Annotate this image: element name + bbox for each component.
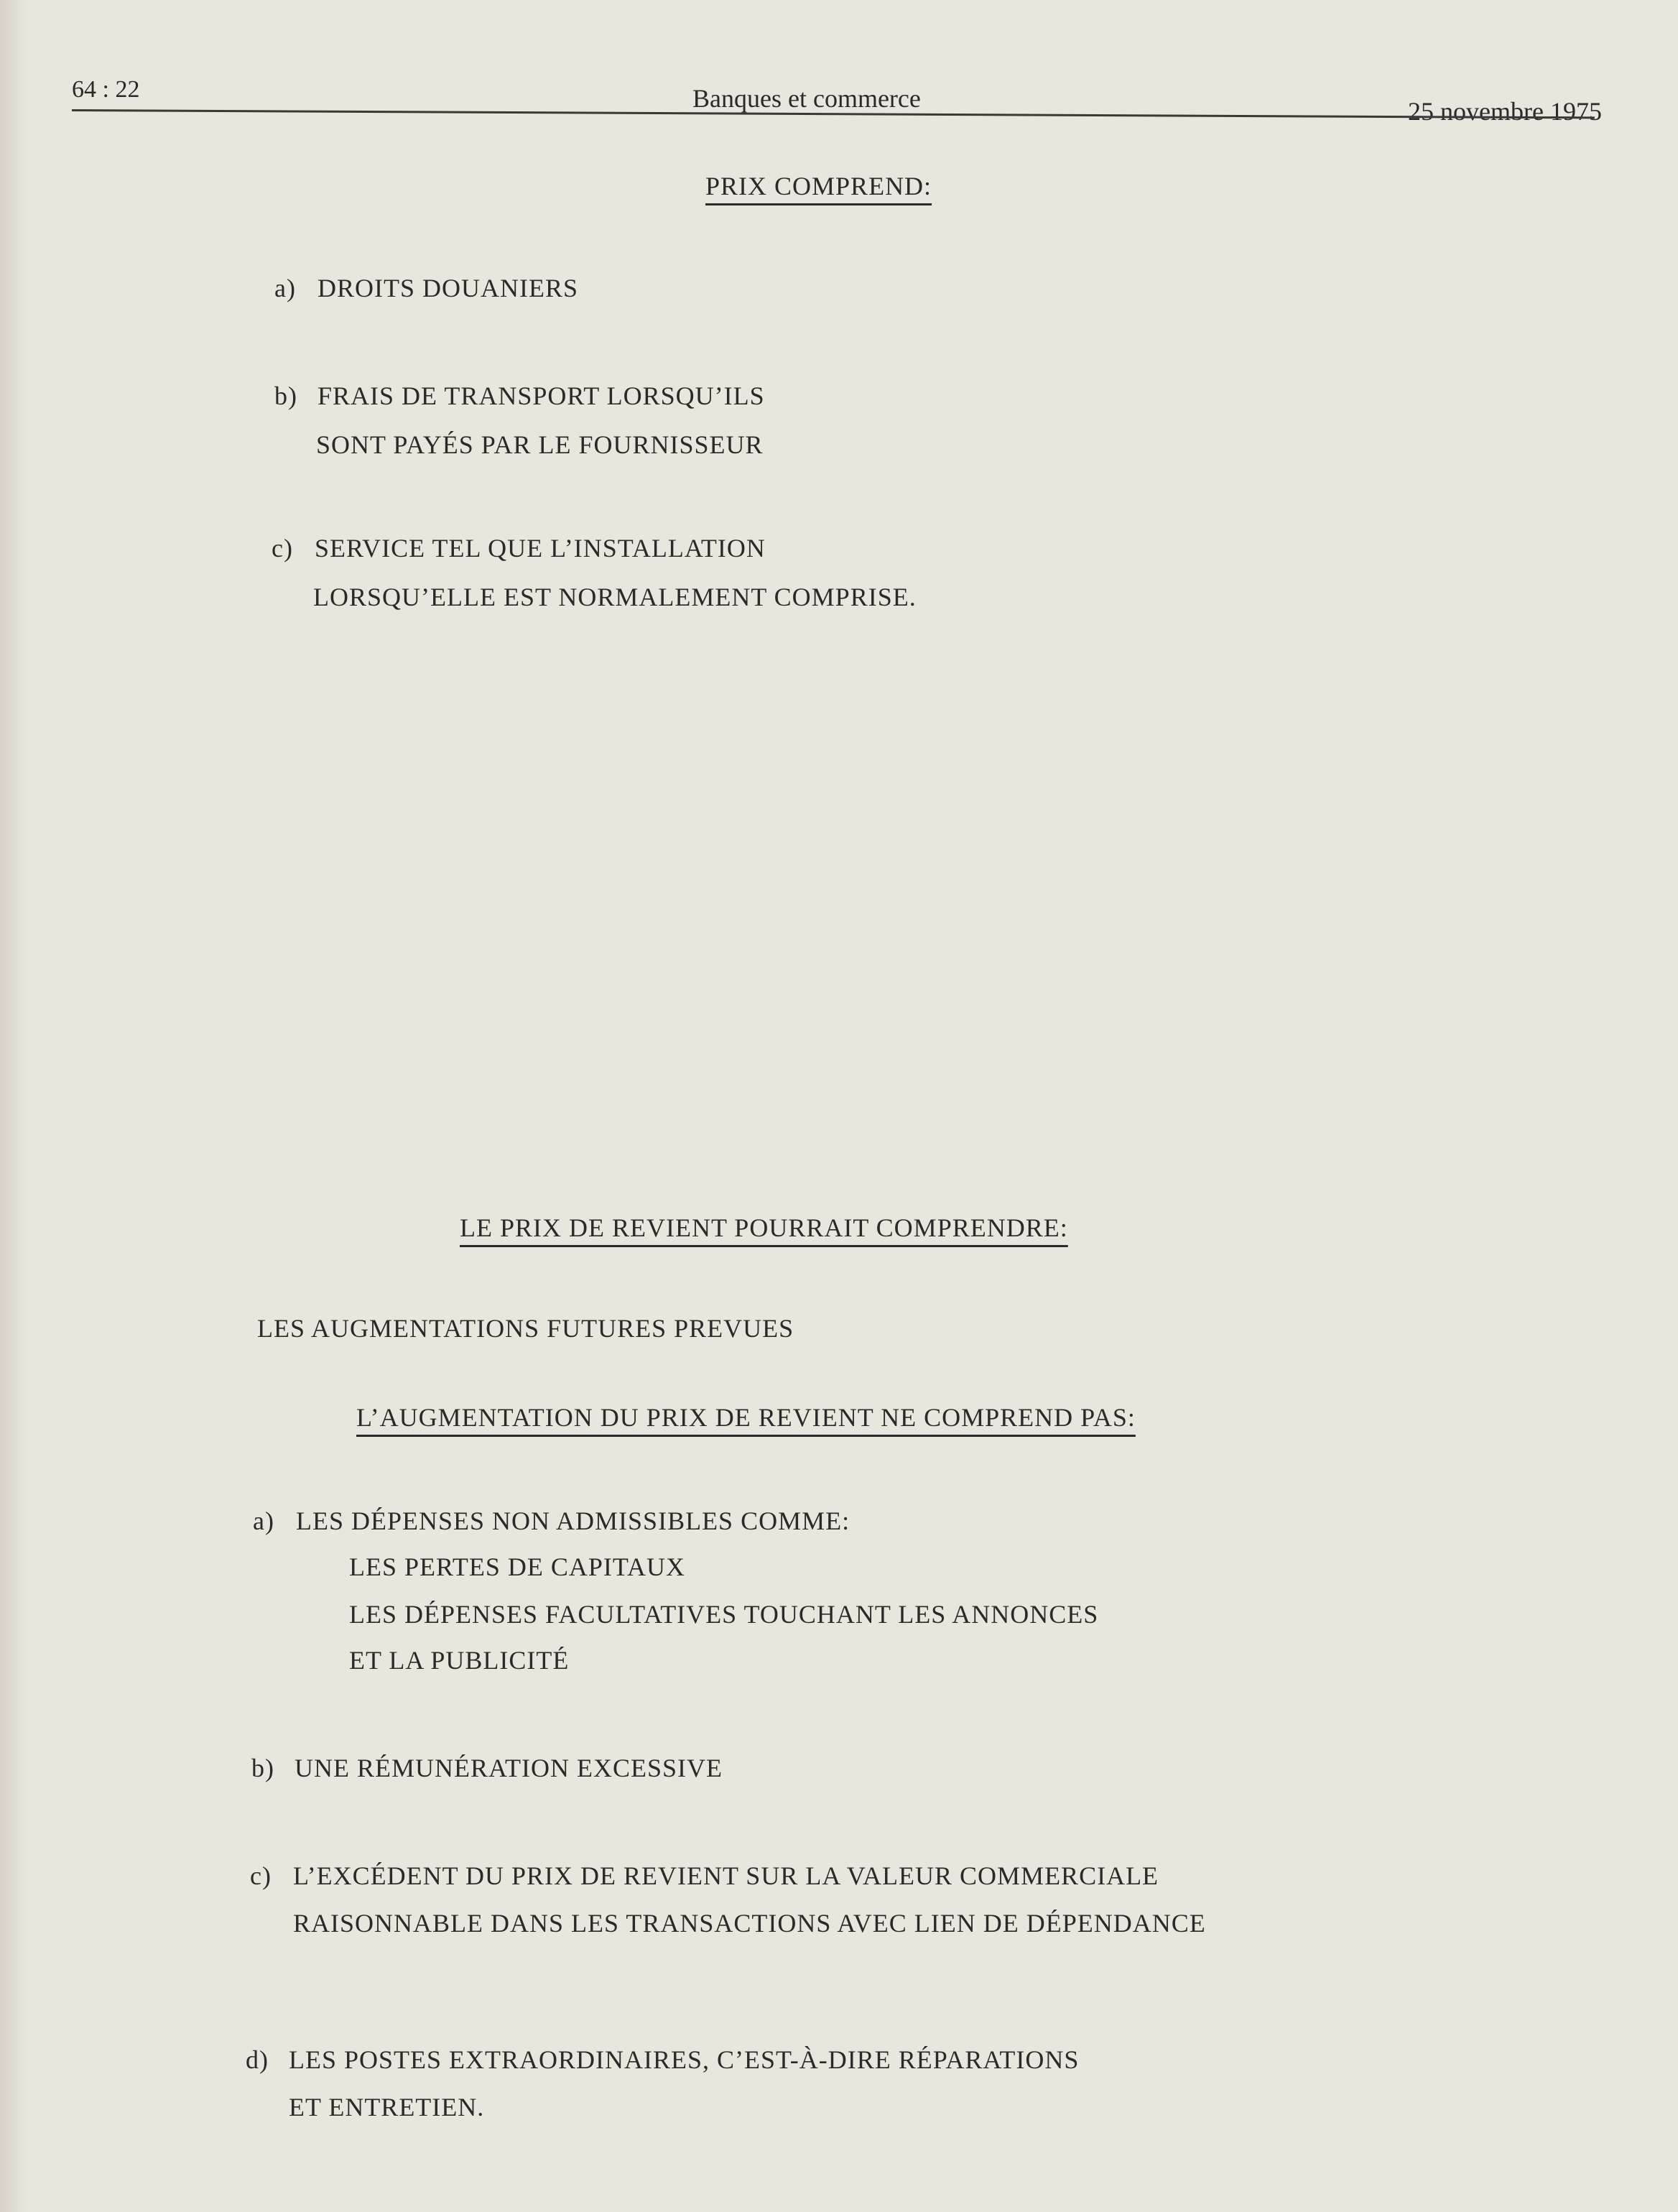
list-item-a	[274, 273, 578, 303]
item-text-continued: SONT PAYÉS PAR LE FOURNISSEUR	[316, 430, 764, 459]
list-item-c	[272, 533, 766, 563]
item-label: a)	[253, 1507, 274, 1535]
list-item-b	[274, 381, 765, 411]
list-item-d	[246, 2045, 1079, 2075]
item-label: c)	[250, 1861, 272, 1890]
item-label: c)	[272, 534, 293, 563]
header-title: Banques et commerce	[692, 84, 921, 113]
item-text: FRAIS DE TRANSPORT LORSQU’ILS	[317, 381, 765, 410]
page-reference: 64 : 22	[72, 76, 140, 103]
list-item-b	[251, 1753, 723, 1783]
item-label: a)	[274, 274, 296, 302]
item-text-continued: LES PERTES DE CAPITAUX	[349, 1552, 685, 1581]
item-text-continued: ET LA PUBLICITÉ	[349, 1646, 570, 1675]
paragraph-augmentations: LES AUGMENTATIONS FUTURES PREVUES	[257, 1314, 794, 1343]
item-text-continued: RAISONNABLE DANS LES TRANSACTIONS AVEC LIEN DE DÉPENDANCE	[293, 1909, 1206, 1938]
list-item-c	[250, 1861, 1159, 1891]
item-text: L’EXCÉDENT DU PRIX DE REVIENT SUR LA VALEUR COMMERCIALE	[293, 1861, 1159, 1890]
item-label: b)	[251, 1754, 274, 1782]
section-heading-ne-comprend-pas: L’AUGMENTATION DU PRIX DE REVIENT NE COMPREND PAS:	[356, 1403, 1136, 1432]
item-label: b)	[274, 381, 297, 410]
page-edge-shadow	[0, 0, 27, 2212]
item-label: d)	[246, 2045, 269, 2074]
header-date: 25 novembre 1975	[1408, 97, 1602, 126]
section-heading-prix-comprend: PRIX COMPREND:	[705, 172, 932, 200]
item-text: UNE RÉMUNÉRATION EXCESSIVE	[295, 1754, 723, 1782]
section-heading-prix-revient: LE PRIX DE REVIENT POURRAIT COMPRENDRE:	[460, 1213, 1068, 1242]
item-text-continued: LORSQU’ELLE EST NORMALEMENT COMPRISE.	[313, 583, 917, 611]
item-text: SERVICE TEL QUE L’INSTALLATION	[315, 534, 766, 563]
item-text: LES POSTES EXTRAORDINAIRES, C’EST-À-DIRE RÉPARATIONS	[289, 2045, 1080, 2074]
item-text: LES DÉPENSES NON ADMISSIBLES COMME:	[296, 1507, 850, 1535]
list-item-a	[253, 1506, 850, 1536]
item-text-continued: ET ENTRETIEN.	[289, 2093, 485, 2121]
item-text: DROITS DOUANIERS	[317, 274, 579, 302]
item-text-continued: LES DÉPENSES FACULTATIVES TOUCHANT LES ANNONCES	[349, 1600, 1099, 1629]
page-header	[72, 69, 1602, 129]
